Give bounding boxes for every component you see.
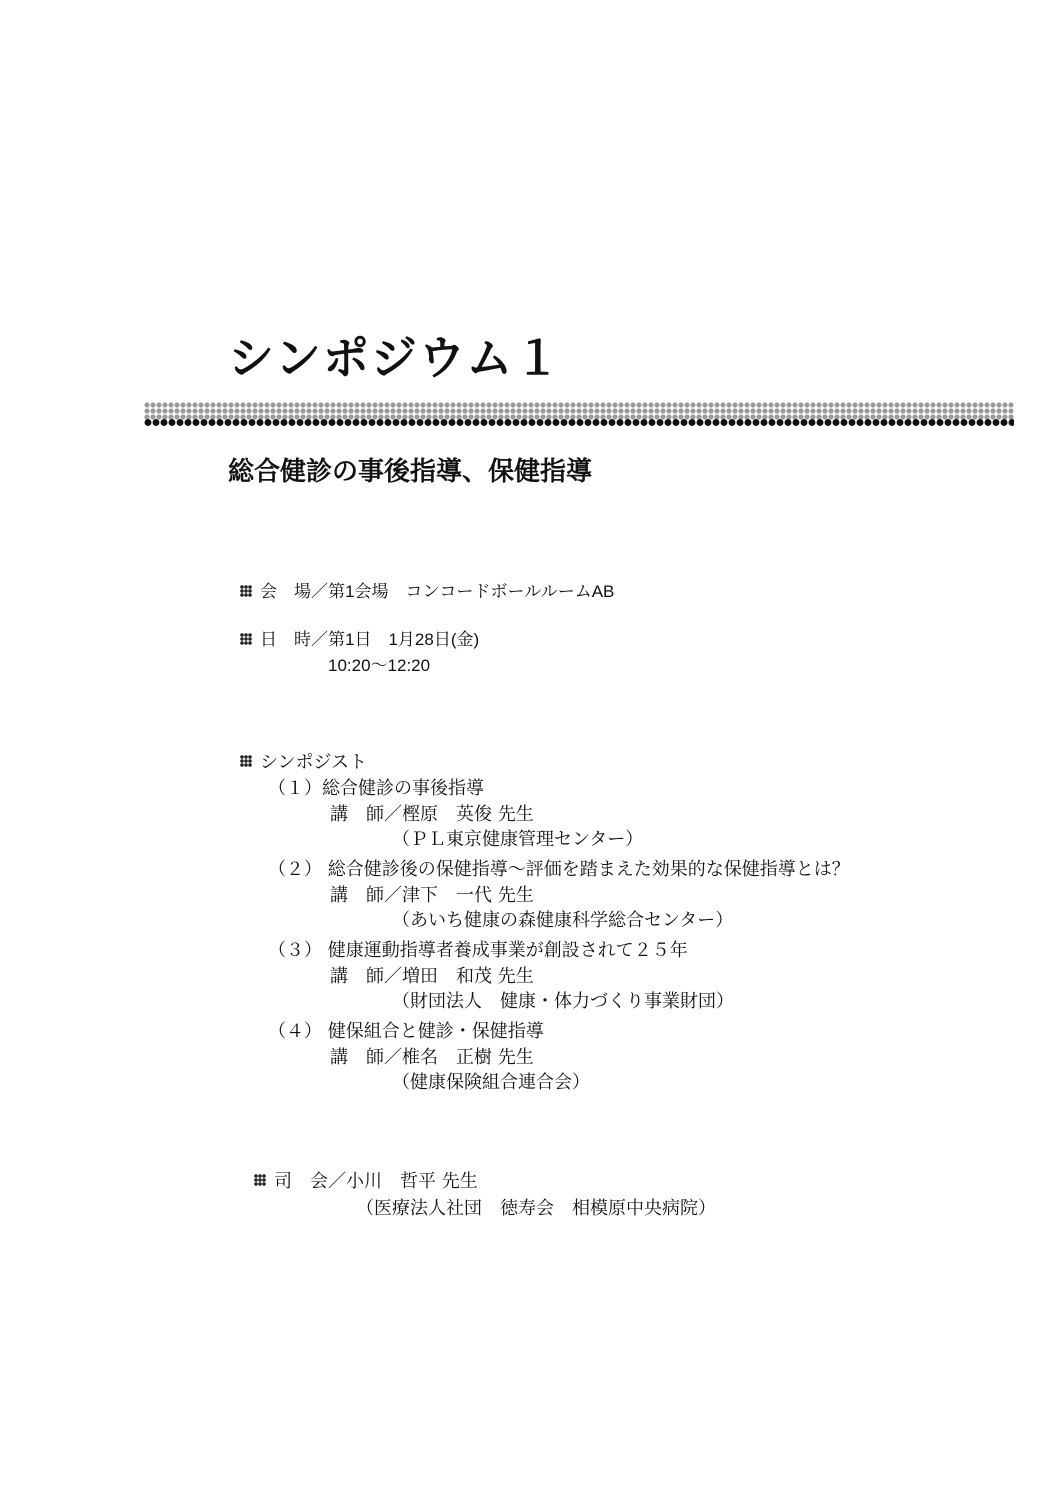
datetime-row — [240, 628, 479, 652]
symposist-affiliation: （あいち健康の森健康科学総合センター） — [392, 910, 734, 931]
grid-bullet-icon — [254, 1174, 266, 1186]
symposists-heading-row — [240, 750, 367, 776]
symposist-lecturer: 講 師／津下 一代 先生 — [330, 885, 534, 906]
page-title: シンポジウム１ — [228, 331, 563, 385]
symposists-heading: シンポジスト — [260, 752, 368, 773]
session-subtitle: 総合健診の事後指導、保健指導 — [228, 457, 593, 487]
datetime-text: 日 時／第1日 1月28日(金) — [260, 630, 480, 649]
dotted-divider-black — [144, 418, 1014, 427]
symposist-lecturer: 講 師／樫原 英俊 先生 — [330, 804, 534, 825]
grid-bullet-icon — [240, 633, 252, 645]
moderator-row — [254, 1169, 478, 1195]
symposist-affiliation: （ＰＬ東京健康管理センター） — [392, 829, 644, 850]
time-range: 10:20～12:20 — [328, 656, 431, 675]
symposist-affiliation: （財団法人 健康・体力づくり事業財団） — [392, 991, 734, 1012]
symposist-topic: （２） 総合健診後の保健指導～評価を踏まえた効果的な保健指導とは？ — [268, 859, 850, 880]
symposist-affiliation: （健康保険組合連合会） — [392, 1072, 590, 1093]
symposist-topic: （３） 健康運動指導者養成事業が創設されて２５年 — [268, 940, 688, 961]
moderator-text: 司 会／小川 哲平 先生 — [274, 1171, 478, 1192]
symposist-lecturer: 講 師／椎名 正樹 先生 — [330, 1047, 534, 1068]
grid-bullet-icon — [240, 755, 252, 767]
grid-bullet-icon — [240, 585, 252, 597]
symposist-topic: （１）総合健診の事後指導 — [268, 778, 484, 799]
symposist-lecturer: 講 師／増田 和茂 先生 — [330, 966, 534, 987]
venue-row — [240, 580, 614, 604]
symposist-topic: （４） 健保組合と健診・保健指導 — [268, 1021, 544, 1042]
moderator-affiliation: （医療法人社団 徳寿会 相模原中央病院） — [356, 1198, 716, 1219]
venue-text: 会 場／第1会場 コンコードボールルームAB — [260, 582, 615, 601]
